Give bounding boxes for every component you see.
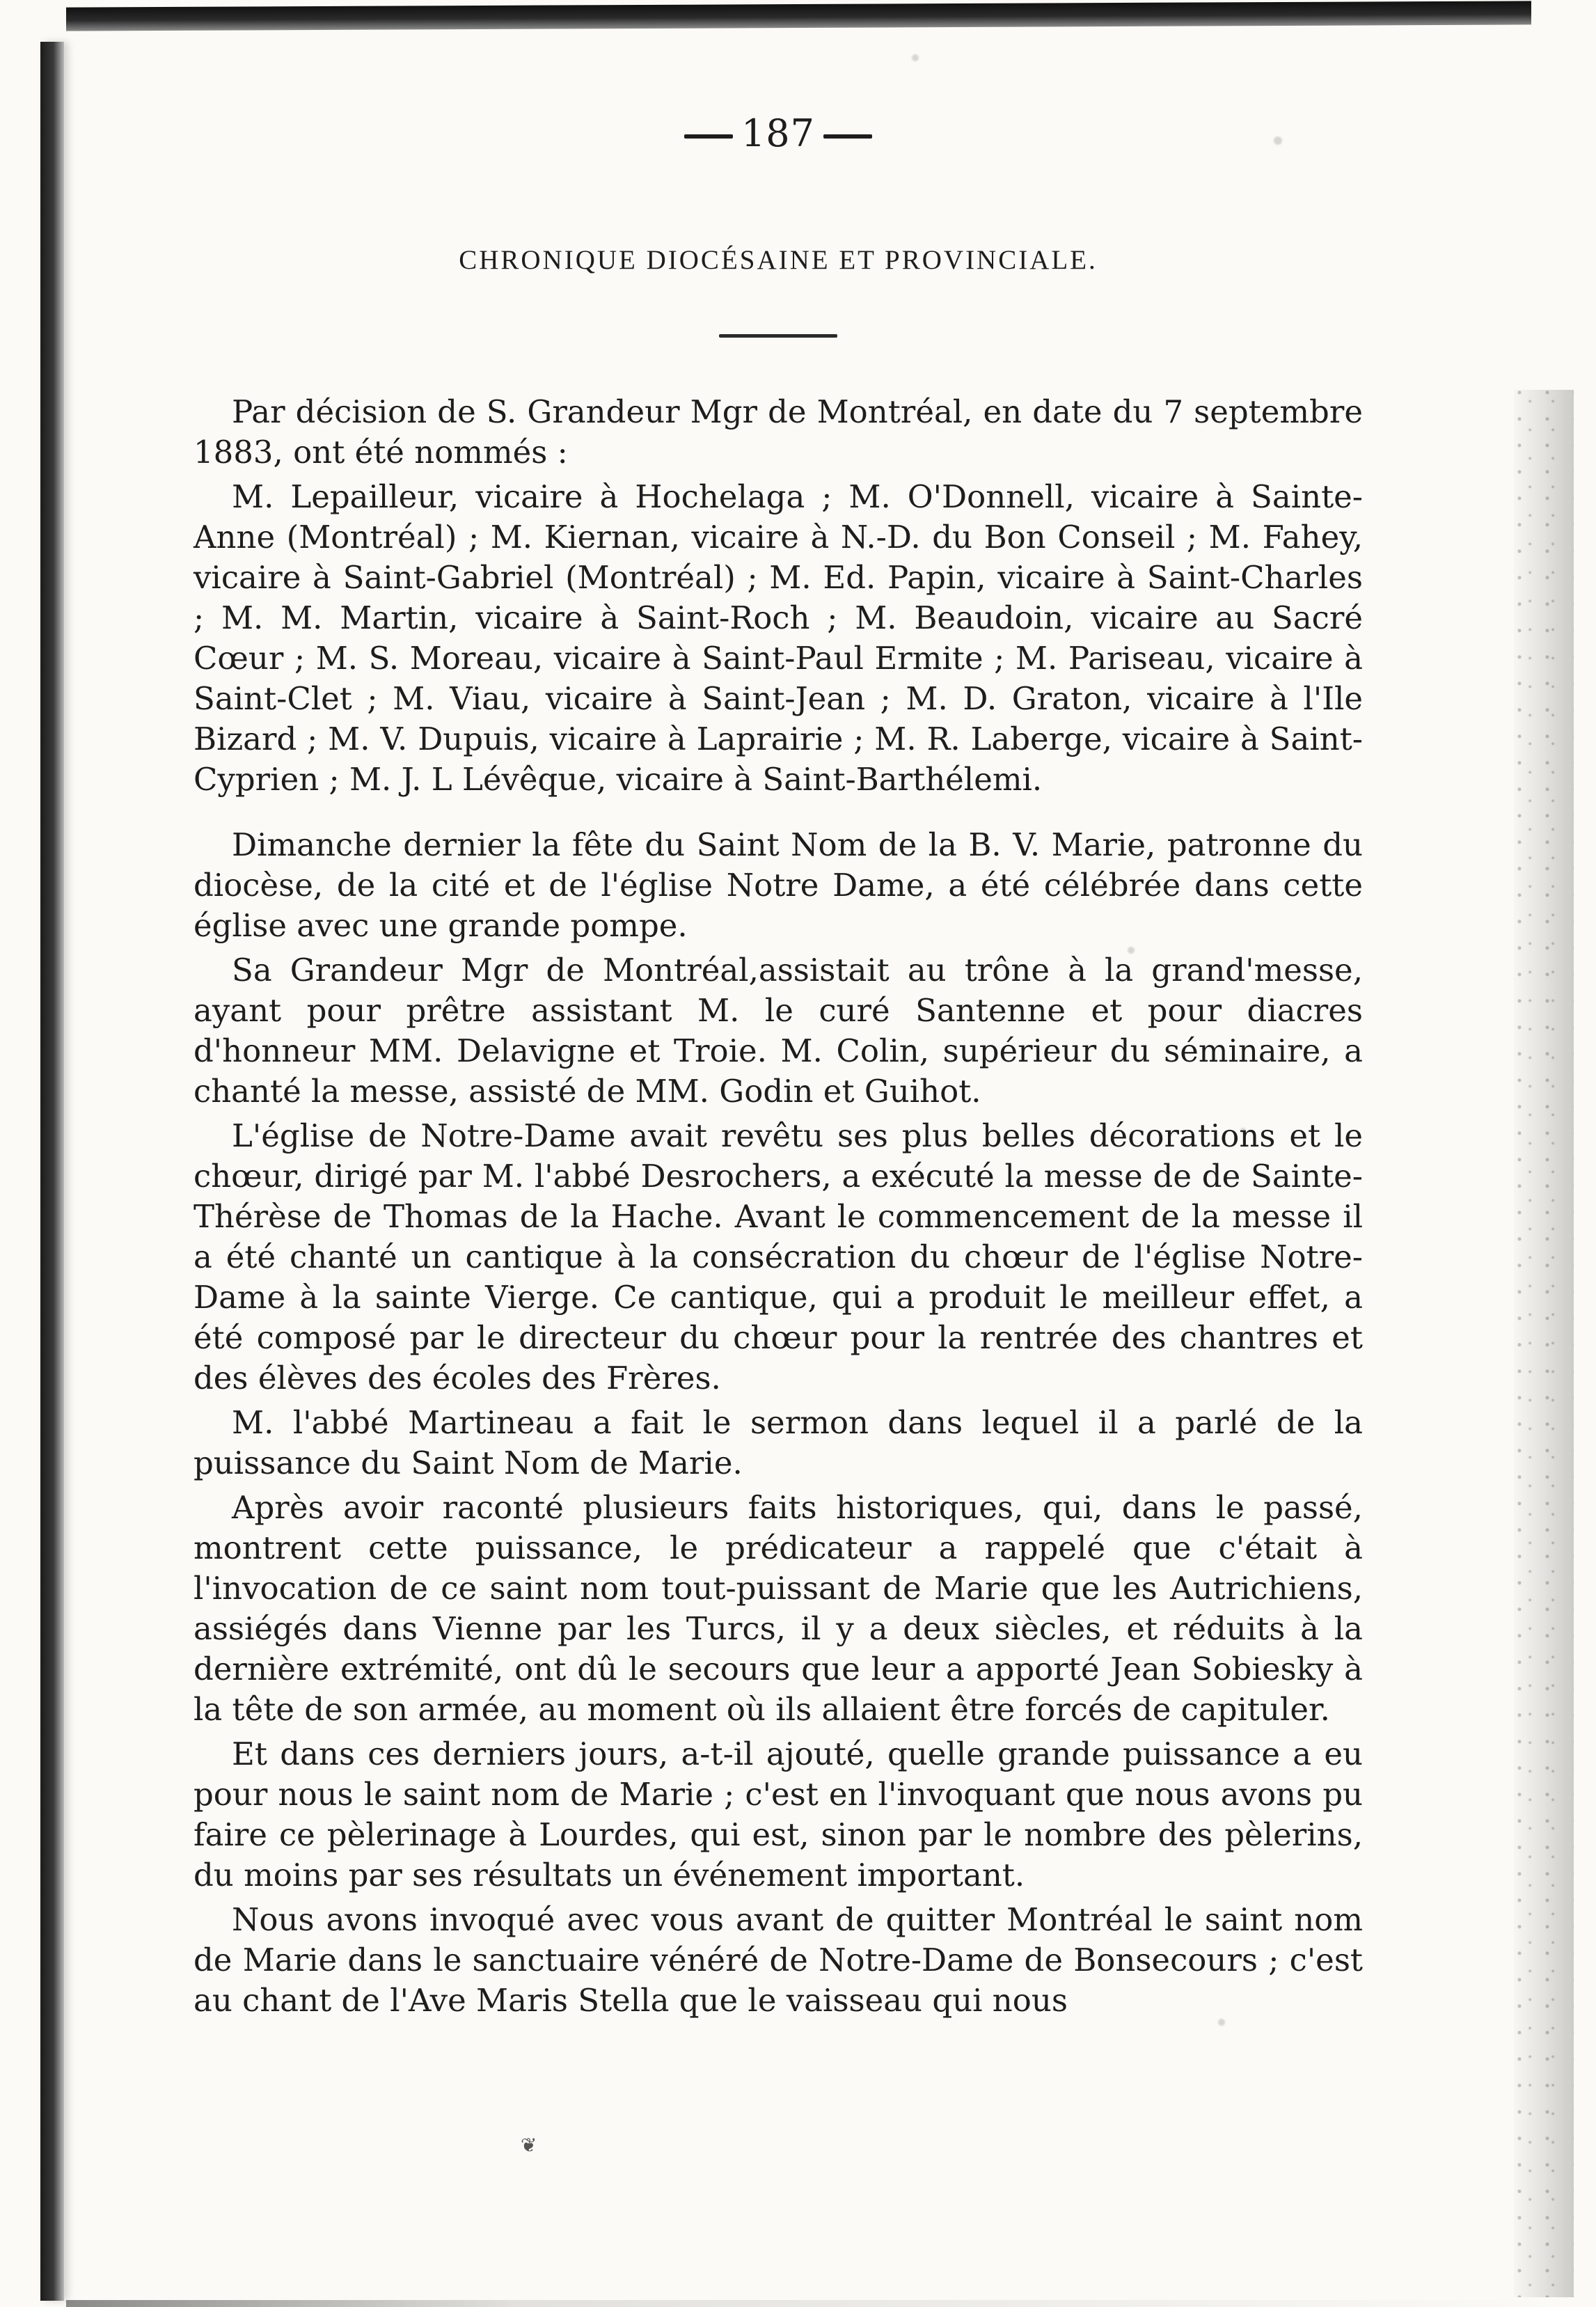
page-number-left-dash <box>684 134 733 139</box>
page-bottom-edge-shadow <box>66 2300 1563 2307</box>
appointments-intro-paragraph: Par décision de S. Grandeur Mgr de Montréal, en date du 7 septembre 1883, ont été nommés : <box>193 393 1363 471</box>
pilgrimage-paragraph: Et dans ces derniers jours, a-t-il ajouté, quelle grande puissance a eu pour nous le saint nom de Marie ; c'est en l'invoquant que nous avons pu faire ce pèlerinage à Lourdes, qui est, sinon par le nombre des pèlerins, du moins par ses résultats un événement important. <box>193 1735 1363 1893</box>
page-top-edge-shadow <box>66 1 1531 31</box>
sermon-paragraph: M. l'abbé Martineau a fait le sermon dans lequel il a parlé de la puissance du Saint Nom de Marie. <box>193 1404 1363 1481</box>
section-divider-rule <box>719 334 837 338</box>
appointments-list-paragraph: M. Lepailleur, vicaire à Hochelaga ; M. O'Donnell, vicaire à Sainte-Anne (Montréal) ; M. Kiernan, vicaire à N.-D. du Bon Conseil ; M. Fahey, vicaire à Saint-Gabriel (Montréal) ; M. Ed. Papin, vicaire à Saint-Charles ; M. M. Martin, vicaire à Saint-Roch ; M. Beaudoin, vicaire au Sacré Cœur ; M. S. Moreau, vicaire à Saint-Paul Ermite ; M. Pariseau, vicaire à Saint-Clet ; M. Viau, vicaire à Saint-Jean ; M. D. Graton, vicaire à l'Ile Bizard ; M. V. Dupuis, vicaire à Laprairie ; M. R. Laberge, vicaire à Saint-Cyprien ; M. J. L Lévêque, vicaire à Saint-Barthélemi. <box>193 478 1363 798</box>
page-number-right-dash <box>823 134 872 139</box>
decorations-choir-paragraph: L'église de Notre-Dame avait revêtu ses plus belles décorations et le chœur, dirigé par M. l'abbé Desrochers, a exécuté la messe de de Sainte-Thérèse de Thomas de la Hache. Avant le commencement de la messe il a été chanté un cantique à la consécration du chœur de l'église Notre-Dame à la sainte Vierge. Ce cantique, qui a produit le meilleur effet, a été composé par le directeur du chœur pour la rentrée des chantres et des élèves des écoles des Frères. <box>193 1117 1363 1396</box>
page-bottom-ink-mark: ❦ <box>521 2134 537 2157</box>
feast-paragraph: Dimanche dernier la fête du Saint Nom de la B. V. Marie, patronne du diocèse, de la cité et de l'église Notre Dame, a été célébrée dans cette église avec une grande pompe. <box>193 826 1363 944</box>
page-right-edge-noise <box>1514 390 1574 2297</box>
page-number <box>193 111 1363 155</box>
page-content <box>193 111 1363 2021</box>
history-paragraph: Après avoir raconté plusieurs faits historiques, qui, dans le passé, montrent cette puissance, le prédicateur a rappelé que c'était à l'invocation de ce saint nom tout-puissant de Marie que les Autrichiens, assiégés dans Vienne par les Turcs, il y a deux siècles, et réduits à la dernière extrémité, ont dû le secours que leur a apporté Jean Sobiesky à la tête de son armée, au moment où ils allaient être forcés de capituler. <box>193 1489 1363 1728</box>
speck <box>912 54 919 61</box>
section-heading: CHRONIQUE DIOCÉSAINE ET PROVINCIALE. <box>459 245 1098 275</box>
archbishop-paragraph: Sa Grandeur Mgr de Montréal,assistait au trône à la grand'messe, ayant pour prêtre assistant M. le curé Santenne et pour diacres d'honneur MM. Delavigne et Troie. M. Colin, supérieur du séminaire, a chanté la messe, assisté de MM. Godin et Guihot. <box>193 952 1363 1110</box>
invocation-paragraph: Nous avons invoqué avec vous avant de quitter Montréal le saint nom de Marie dans le sanctuaire vénéré de Notre-Dame de Bonsecours ; c'est au chant de l'Ave Maris Stella que le vaisseau qui nous <box>193 1901 1363 2019</box>
page-left-binding-edge <box>40 42 64 2301</box>
page-number-value: 187 <box>741 111 816 155</box>
section-gap <box>193 800 1363 825</box>
